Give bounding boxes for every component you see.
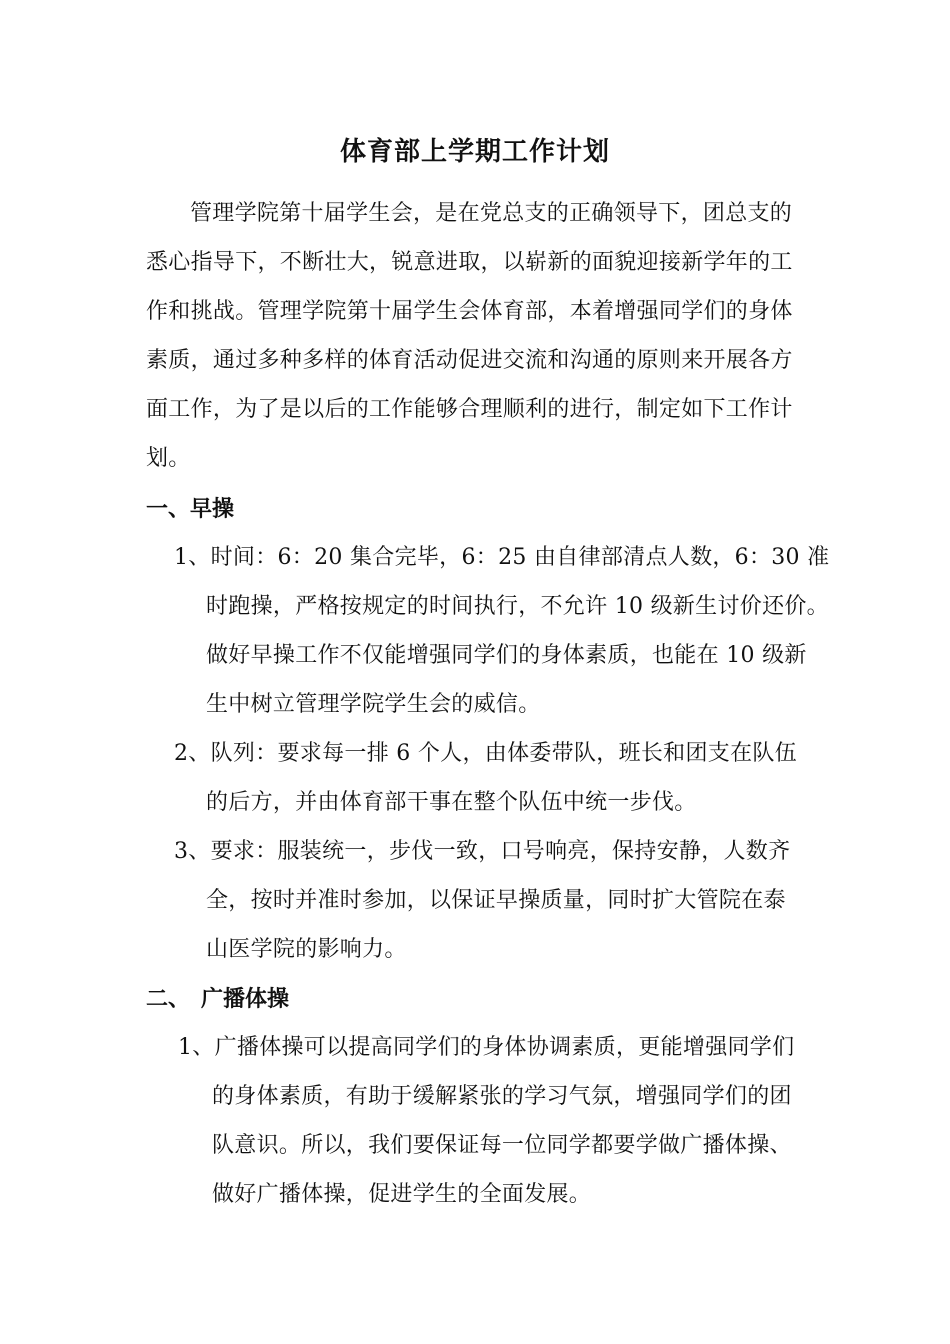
intro-line: 作和挑战。管理学院第十届学生会体育部，本着增强同学们的身体 bbox=[146, 299, 793, 324]
list-item-line: 的后方，并由体育部干事在整个队伍中统一步伐。 bbox=[206, 790, 697, 815]
list-item-line: 的身体素质，有助于缓解紧张的学习气氛，增强同学们的团 bbox=[212, 1084, 792, 1109]
list-item-line: 1、广播体操可以提高同学们的身体协调素质，更能增强同学们 bbox=[178, 1035, 795, 1060]
list-item-line: 做好早操工作不仅能增强同学们的身体素质，也能在 10 级新 bbox=[206, 643, 807, 668]
intro-line: 悉心指导下，不断壮大，锐意进取，以崭新的面貌迎接新学年的工 bbox=[146, 250, 793, 275]
intro-line: 划。 bbox=[146, 446, 191, 471]
document-title: 体育部上学期工作计划 bbox=[339, 137, 610, 167]
list-item-line: 山医学院的影响力。 bbox=[206, 937, 407, 962]
list-item-line: 2、队列：要求每一排 6 个人，由体委带队，班长和团支在队伍 bbox=[174, 741, 797, 766]
section-heading: 一、早操 bbox=[146, 496, 235, 522]
list-item-line: 全，按时并准时参加，以保证早操质量，同时扩大管院在泰 bbox=[206, 888, 786, 913]
list-item-line: 生中树立管理学院学生会的威信。 bbox=[206, 692, 541, 717]
list-item-line: 时跑操，严格按规定的时间执行，不允许 10 级新生讨价还价。 bbox=[206, 594, 829, 619]
intro-line: 素质，通过多种多样的体育活动促进交流和沟通的原则来开展各方 bbox=[146, 348, 793, 373]
list-item-line: 队意识。所以，我们要保证每一位同学都要学做广播体操、 bbox=[212, 1133, 792, 1158]
list-item-line: 3、要求：服装统一，步伐一致，口号响亮，保持安静，人数齐 bbox=[174, 839, 791, 864]
list-item-line: 做好广播体操，促进学生的全面发展。 bbox=[212, 1182, 592, 1207]
intro-line: 面工作，为了是以后的工作能够合理顺利的进行，制定如下工作计 bbox=[146, 397, 793, 422]
section-heading: 二、 广播体操 bbox=[146, 986, 290, 1012]
intro-line: 管理学院第十届学生会，是在党总支的正确领导下，团总支的 bbox=[190, 201, 793, 226]
list-item-line: 1、时间：6：20 集合完毕，6：25 由自律部清点人数，6：30 准 bbox=[174, 545, 830, 570]
